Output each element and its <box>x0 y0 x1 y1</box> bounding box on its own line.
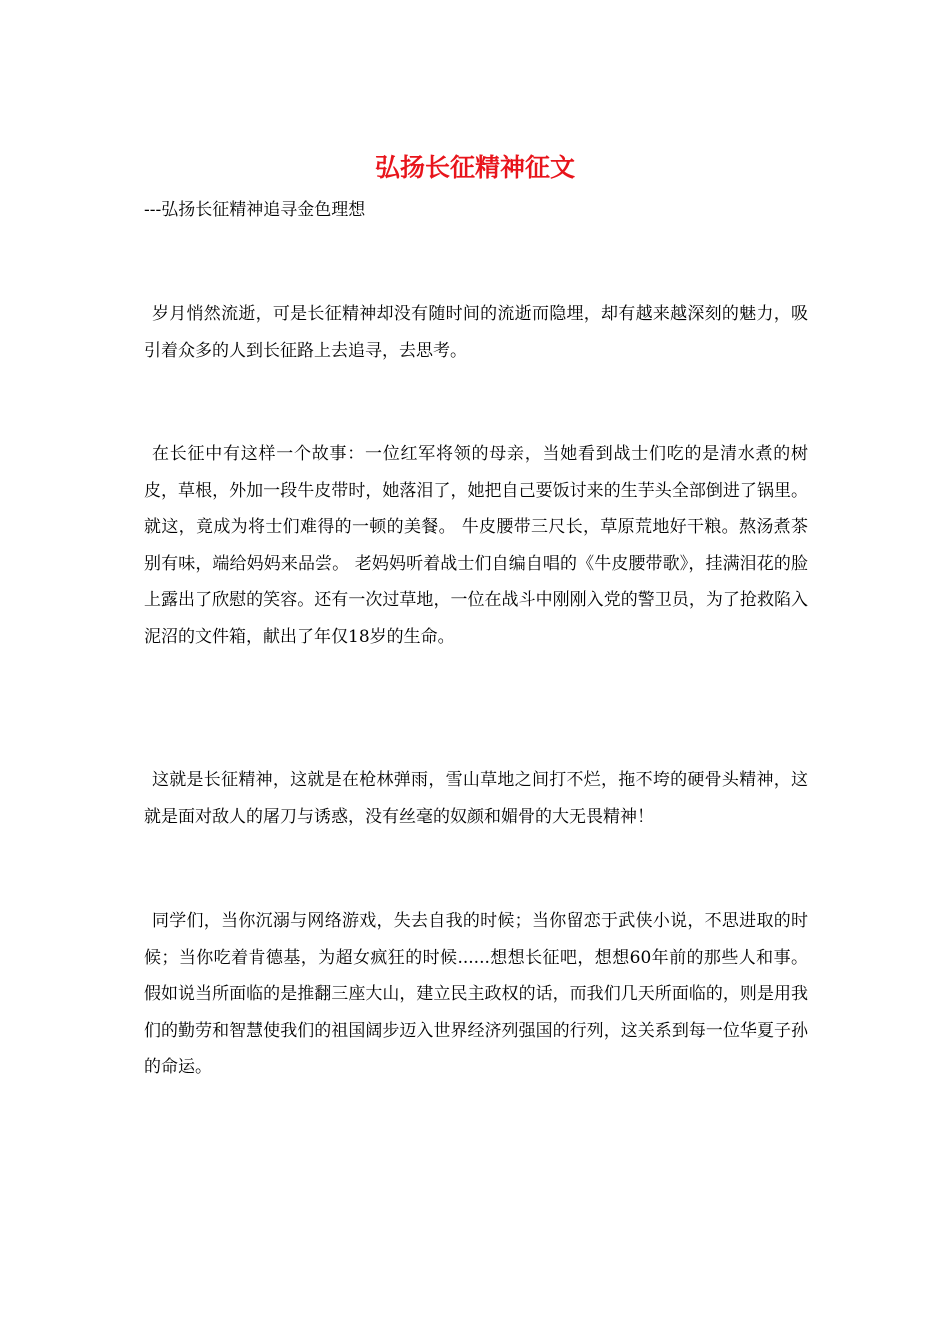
paragraph-1: 岁月悄然流逝，可是长征精神却没有随时间的流逝而隐埋，却有越来越深刻的魅力，吸引着众多的人到长征路上去追寻，去思考。 <box>144 304 808 361</box>
document-subtitle: ---弘扬长征精神追寻金色理想 <box>144 200 366 220</box>
document-title: 弘扬长征精神征文 <box>374 153 575 182</box>
paragraph-2: 在长征中有这样一个故事：一位红军将领的母亲，当她看到战士们吃的是清水煮的树皮，草根，外加一段牛皮带时，她落泪了，她把自己要饭讨来的生芋头全部倒进了锅里。就这，竟成为将士们难得的一顿的美餐。 牛皮腰带三尺长，草原荒地好干粮。熬汤煮茶别有味，端给妈妈来品尝。 老妈妈听着战士们自编自唱的《牛皮腰带歌》，挂满泪花的脸上露出了欣慰的笑容。还有一次过草地，一位在战斗中刚刚入党的警卫员，为了抢救陷入泥沼的文件箱，献出了年仅18岁的生命。 <box>144 444 808 647</box>
paragraph-3: 这就是长征精神，这就是在枪林弹雨，雪山草地之间打不烂，拖不垮的硬骨头精神，这就是面对敌人的屠刀与诱惑，没有丝毫的奴颜和媚骨的大无畏精神！ <box>144 770 808 827</box>
paragraph-4: 同学们，当你沉溺与网络游戏，失去自我的时候；当你留恋于武侠小说，不思进取的时候；当你吃着肯德基，为超女疯狂的时候......想想长征吧，想想60年前的那些人和事。假如说当所面临的是推翻三座大山，建立民主政权的话，而我们几天所面临的，则是用我们的勤劳和智慧使我们的祖国阔步迈入世界经济列强国的行列，这关系到每一位华夏子孙的命运。 <box>144 911 808 1077</box>
